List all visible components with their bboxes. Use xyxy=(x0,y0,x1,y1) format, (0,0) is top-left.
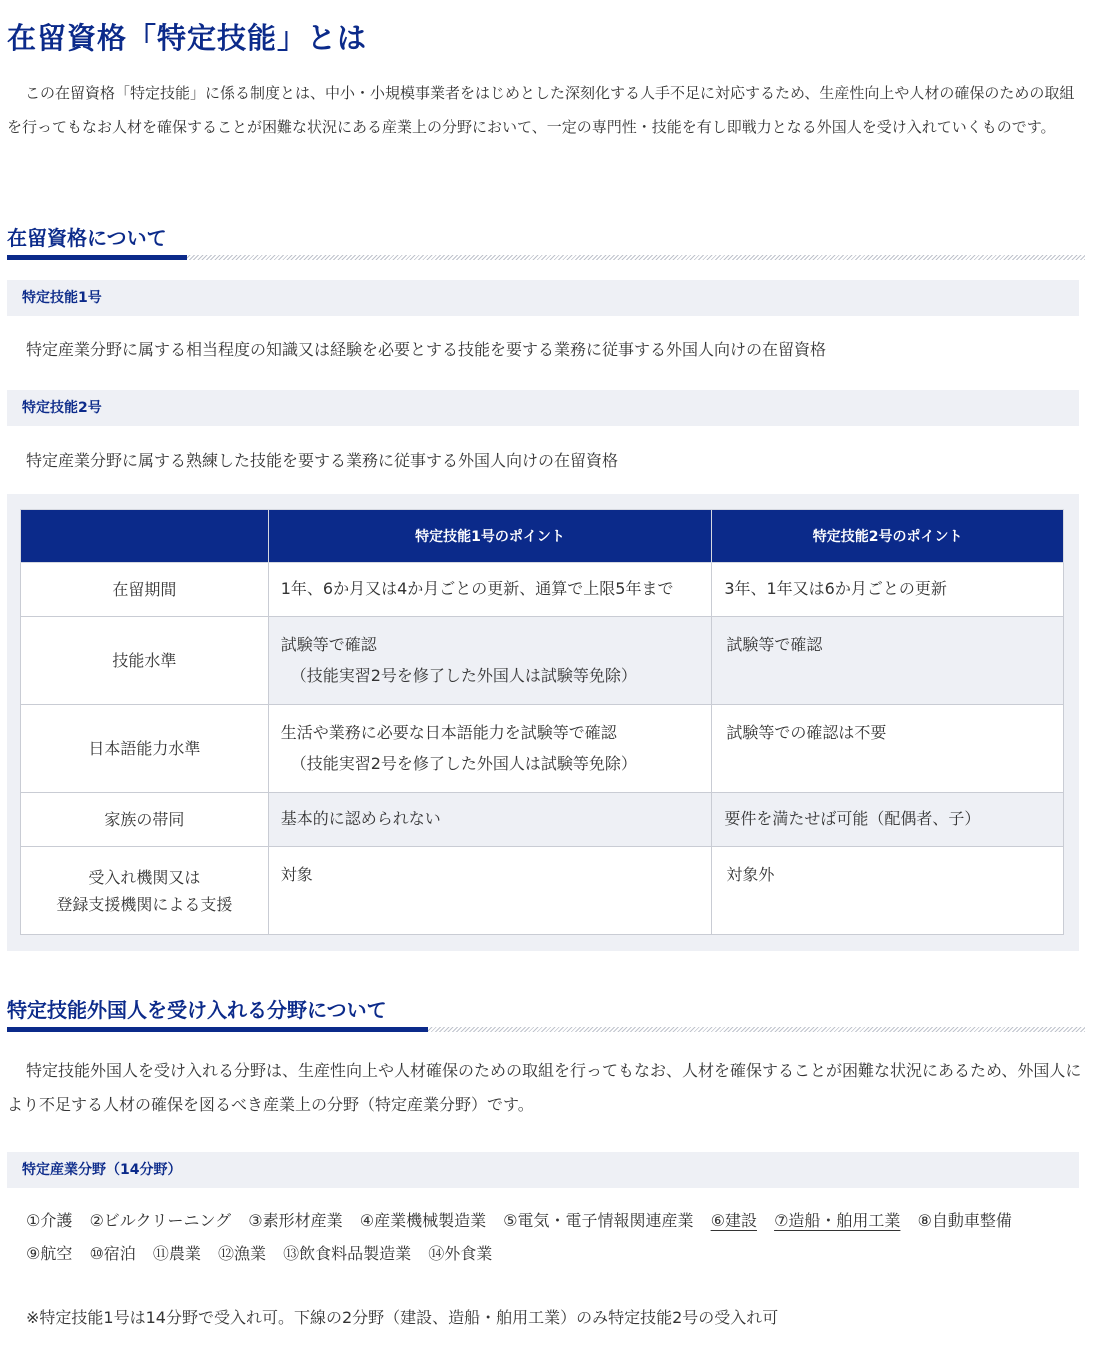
status-section-heading-label: 在留資格について xyxy=(7,226,167,250)
intro-paragraph: この在留資格「特定技能」に係る制度とは、中小・小規模事業者をはじめとした深刻化する人手不足に対応するため、生産性向上や人材の確保のための取組を行ってもなお人材を確保することが困難な状況にある産業上の分野において、一定の専門性・技能を有し即戦力となる外国人を受け入れていくものです。 xyxy=(7,84,1075,136)
field-item: ⑭外食業 xyxy=(428,1244,493,1263)
row-label: 在留期間 xyxy=(21,563,269,617)
field-item: ⑧自動車整備 xyxy=(917,1211,1012,1230)
field-item: ⑨航空 xyxy=(26,1244,73,1263)
fields-list-line1 xyxy=(26,1208,1024,1231)
fields-note: ※特定技能1号は14分野で受入れ可。下線の2分野（建設、造船・舶用工業）のみ特定技能2号の受入れ可 xyxy=(26,1308,779,1327)
fields-list-label-bar: 特定産業分野（14分野） xyxy=(7,1152,1079,1188)
row-label-line1: 受入れ機関又は xyxy=(88,867,201,887)
type1-description: 特定産業分野に属する相当程度の知識又は経験を必要とする技能を要する業務に従事する外国人向けの在留資格 xyxy=(26,340,827,359)
row-label-line2: 登録支援機関による支援 xyxy=(56,894,233,914)
field-item-underlined: ⑥建設 xyxy=(710,1211,757,1230)
field-item: ⑩宿泊 xyxy=(89,1244,136,1263)
row-type1-cell xyxy=(268,705,712,793)
table-row xyxy=(21,563,1064,617)
fields-section-heading xyxy=(7,994,1085,1032)
table-row xyxy=(21,793,1064,847)
field-item: ⑬飲食料品製造業 xyxy=(283,1244,412,1263)
row-label: 日本語能力水準 xyxy=(21,705,269,793)
fields-description: 特定技能外国人を受け入れる分野は、生産性向上や人材確保のための取組を行ってもなお、人材を確保することが困難な状況にあるため、外国人により不足する人材の確保を図るべき産業上の分野（特定産業分野）です。 xyxy=(7,1061,1082,1114)
row-type1-cell xyxy=(268,617,712,705)
table-row xyxy=(21,617,1064,705)
table-header-type2: 特定技能2号のポイント xyxy=(712,510,1064,563)
comparison-table-panel xyxy=(7,494,1079,951)
field-item: ⑪農業 xyxy=(152,1244,201,1263)
cell-text: 試験等で確認 xyxy=(280,635,377,654)
type1-label-bar: 特定技能1号 xyxy=(7,280,1079,316)
row-type1-cell: 対象 xyxy=(268,847,712,935)
table-header-type1: 特定技能1号のポイント xyxy=(268,510,712,563)
row-label: 家族の帯同 xyxy=(21,793,269,847)
heading-divider-accent xyxy=(7,1027,428,1032)
table-row xyxy=(21,847,1064,935)
field-item: ①介護 xyxy=(26,1211,73,1230)
row-label: 技能水準 xyxy=(21,617,269,705)
row-type2-cell: 要件を満たせば可能（配偶者、子） xyxy=(712,793,1064,847)
row-label xyxy=(21,847,269,935)
heading-divider-accent xyxy=(7,255,187,260)
comparison-table xyxy=(20,509,1064,935)
field-item-underlined: ⑦造船・舶用工業 xyxy=(774,1211,901,1230)
row-type2-cell: 3年、1年又は6か月ごとの更新 xyxy=(712,563,1064,617)
row-type1-cell: 1年、6か月又は4か月ごとの更新、通算で上限5年まで xyxy=(268,563,712,617)
table-row xyxy=(21,705,1064,793)
field-item: ⑤電気・電子情報関連産業 xyxy=(503,1211,694,1230)
field-item: ④産業機械製造業 xyxy=(359,1211,487,1230)
type2-label-bar: 特定技能2号 xyxy=(7,390,1079,426)
row-type2-cell: 対象外 xyxy=(712,847,1064,935)
table-header-row xyxy=(21,510,1064,563)
table-header-empty xyxy=(21,510,269,563)
cell-note: （技能実習2号を修了した外国人は試験等免除） xyxy=(290,666,637,685)
row-type2-cell: 試験等で確認 xyxy=(712,617,1064,705)
page-title: 在留資格「特定技能」とは xyxy=(7,21,368,55)
status-section-heading xyxy=(7,222,1085,260)
row-type2-cell: 試験等での確認は不要 xyxy=(712,705,1064,793)
type2-description: 特定産業分野に属する熟練した技能を要する業務に従事する外国人向けの在留資格 xyxy=(26,451,619,470)
field-item: ⑫漁業 xyxy=(218,1244,267,1263)
cell-text: 生活や業務に必要な日本語能力を試験等で確認 xyxy=(280,723,617,742)
cell-note: （技能実習2号を修了した外国人は試験等免除） xyxy=(290,754,637,773)
field-item: ③素形材産業 xyxy=(248,1211,343,1230)
fields-list-line2 xyxy=(26,1241,504,1264)
field-item: ②ビルクリーニング xyxy=(89,1211,232,1230)
fields-section-heading-label: 特定技能外国人を受け入れる分野について xyxy=(7,998,387,1022)
row-type1-cell: 基本的に認められない xyxy=(268,793,712,847)
